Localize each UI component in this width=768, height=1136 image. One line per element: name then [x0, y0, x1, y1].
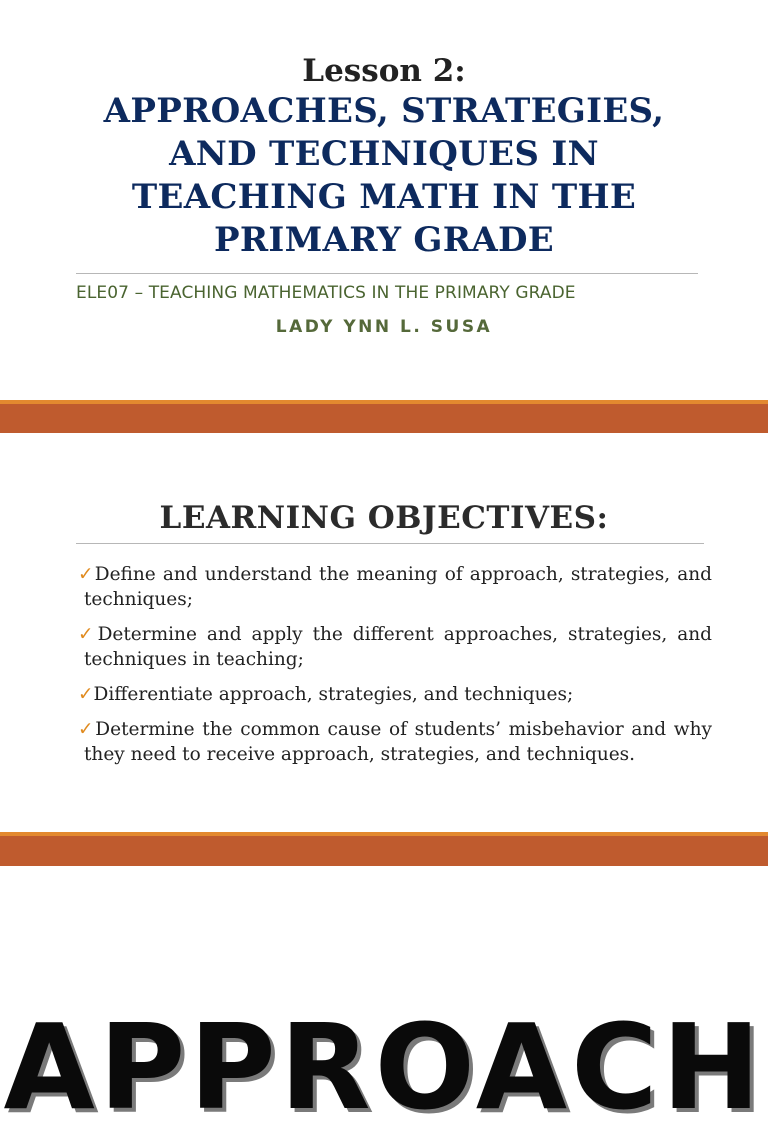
check-mark-icon: ✓	[78, 564, 95, 585]
objective-text: Determine the common cause of students’ misbehavior and why they need to receive approach, strategies, and techniques.	[84, 719, 712, 765]
lesson-title-line: APPROACHES, STRATEGIES,	[103, 91, 665, 131]
objective-item	[78, 622, 712, 672]
objective-text: Determine and apply the different approaches, strategies, and techniques in teaching;	[84, 624, 712, 670]
lesson-title-line: AND TECHNIQUES IN	[169, 134, 599, 174]
objective-item	[78, 562, 712, 612]
slide-separator-band	[0, 400, 768, 433]
course-subtitle: ELE07 – TEACHING MATHEMATICS IN THE PRIMARY GRADE	[76, 283, 576, 303]
author-name: LADY YNN L. SUSA	[275, 317, 493, 337]
objective-text: Define and understand the meaning of approach, strategies, and techniques;	[84, 564, 712, 610]
objective-item	[78, 717, 712, 767]
objectives-list	[78, 562, 712, 777]
title-slide	[0, 0, 768, 400]
separator-highlight	[0, 832, 768, 836]
objective-text: Differentiate approach, strategies, and techniques;	[93, 684, 574, 705]
check-mark-icon: ✓	[78, 719, 96, 740]
slide-separator-band	[0, 832, 768, 866]
approach-heading: APPROACH	[3, 998, 765, 1136]
title-divider	[76, 273, 698, 274]
lesson-label: Lesson 2:	[302, 53, 466, 89]
lesson-title-line: PRIMARY GRADE	[213, 220, 555, 260]
check-mark-icon: ✓	[78, 624, 98, 645]
check-mark-icon: ✓	[78, 684, 94, 705]
objectives-divider	[76, 543, 704, 544]
lesson-title	[60, 90, 708, 262]
separator-highlight	[0, 400, 768, 404]
objective-item	[78, 682, 712, 707]
objectives-heading: LEARNING OBJECTIVES:	[159, 500, 609, 536]
lesson-title-line: TEACHING MATH IN THE	[131, 177, 637, 217]
